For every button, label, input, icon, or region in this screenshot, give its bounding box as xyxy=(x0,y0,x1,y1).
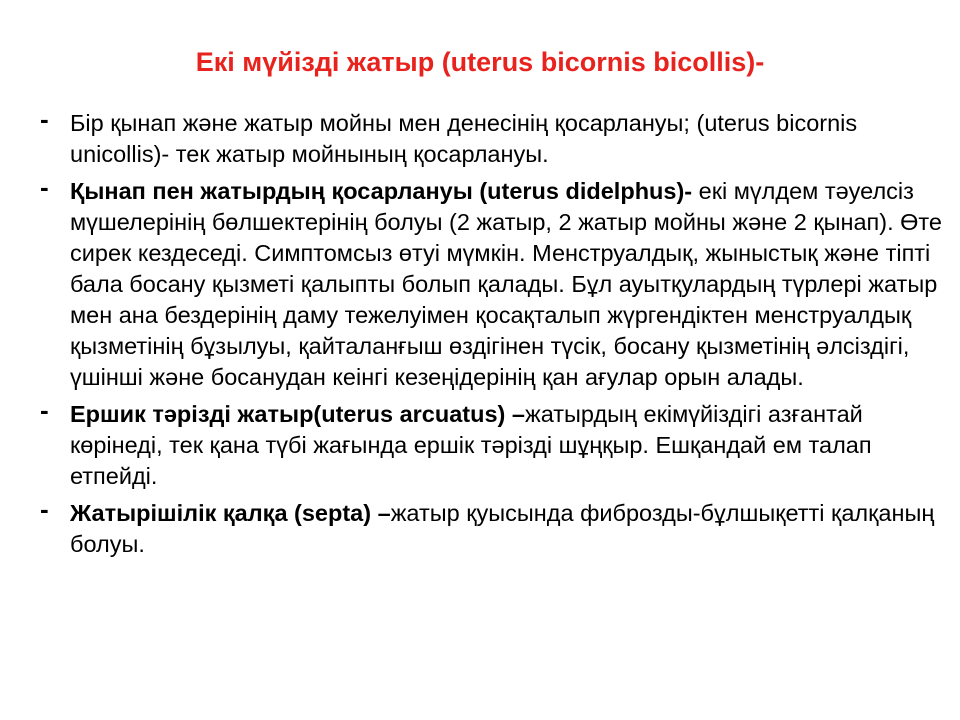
bullet-term: Ершик тәрізді жатыр(uterus arcuatus) – xyxy=(70,401,525,427)
bullet-marker: - xyxy=(40,494,49,524)
bullet-text: екі мүлдем тәуелсіз мүшелерінің бөлшектерінің болуы (2 жатыр, 2 жатыр мойны және 2 қынап). Өте сирек кездеседі. Симптомсыз өтуі мүмкін. Менструалдық, жыныстық және тіпті бала босану қызметі қалыпты болып қалады. Бұл ауытқулардың түрлері жатыр мен ана бездерінің даму тежелуімен қосақталып жүргендіктен менструалдық қызметінің бұзылуы, қайталанғыш өздігінен түсік, босану қызметінің әлсіздігі, үшінші және босанудан кеінгі кезеңідерінің қан ағулар орын алады. xyxy=(70,178,942,390)
bullet-item-4 xyxy=(40,494,956,560)
bullet-text: жатырдың екімүйіздігі азғантай көрінеді, тек қана түбі жағында ершік тәрізді шұңқыр. Ешқандай ем талап етпейді. xyxy=(70,401,872,489)
bullet-term: Жатырішілік қалқа (septa) – xyxy=(70,500,391,526)
bullet-marker: - xyxy=(40,395,49,425)
bullet-marker: - xyxy=(40,104,49,134)
bullet-list xyxy=(40,104,956,566)
slide-title: Екі мүйізді жатыр (uterus bicornis bicollis)- xyxy=(195,47,765,77)
bullet-text: Бір қынап және жатыр мойны мен денесінің қосарлануы; (uterus bicornis unicollis)- тек жатыр мойнының қосарлануы. xyxy=(70,110,858,167)
bullet-item-3 xyxy=(40,395,956,492)
bullet-item-2 xyxy=(40,172,956,393)
bullet-term: Қынап пен жатырдың қосарлануы (uterus didelphus)- xyxy=(70,178,693,204)
bullet-item-1 xyxy=(40,104,956,170)
bullet-text: жатыр қуысында фиброзды-бұлшықетті қалқаның болуы. xyxy=(70,500,935,557)
bullet-marker: - xyxy=(40,172,49,202)
